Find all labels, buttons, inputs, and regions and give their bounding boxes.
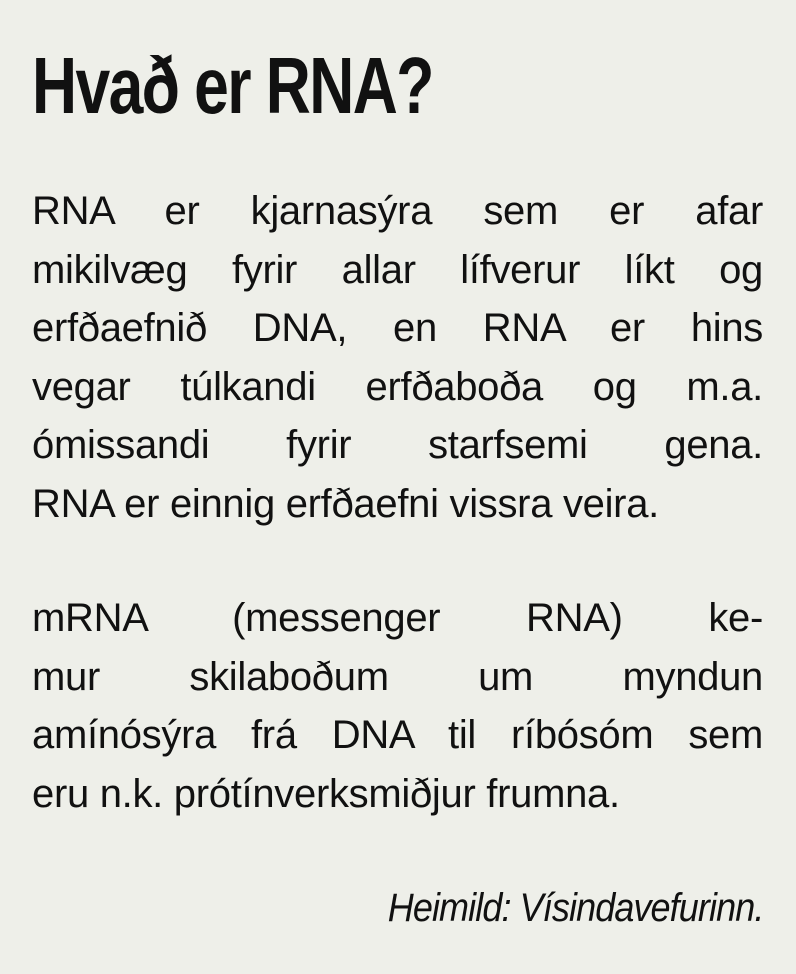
paragraph-line: mRNA (messenger RNA) ke- bbox=[32, 596, 763, 640]
paragraph-line: RNA er einnig erfðaefni vissra veira. bbox=[32, 481, 659, 526]
paragraph-line: erfðaefnið DNA, en RNA er hins bbox=[32, 306, 763, 350]
paragraph-line: vegar túlkandi erfðaboða og m.a. bbox=[32, 364, 763, 409]
paragraph-line: ómissandi fyrir starfsemi gena. bbox=[32, 423, 763, 467]
source-credit: Heimild: Vísindavefurinn. bbox=[387, 886, 763, 930]
paragraph-line: mur skilaboðum um myndun bbox=[32, 654, 763, 699]
paragraph-line: amínósýra frá DNA til ríbósóm sem bbox=[32, 713, 763, 757]
paragraph-line: mikilvæg fyrir allar lífverur líkt og bbox=[32, 247, 763, 292]
paragraph-mrna bbox=[32, 589, 763, 823]
article-title: Hvað er RNA? bbox=[32, 41, 433, 130]
paragraph-what-is-rna bbox=[32, 182, 763, 533]
paragraph-line: RNA er kjarnasýra sem er afar bbox=[32, 189, 763, 233]
paragraph-line: eru n.k. prótínverksmiðjur frumna. bbox=[32, 771, 620, 816]
info-box bbox=[32, 0, 763, 974]
